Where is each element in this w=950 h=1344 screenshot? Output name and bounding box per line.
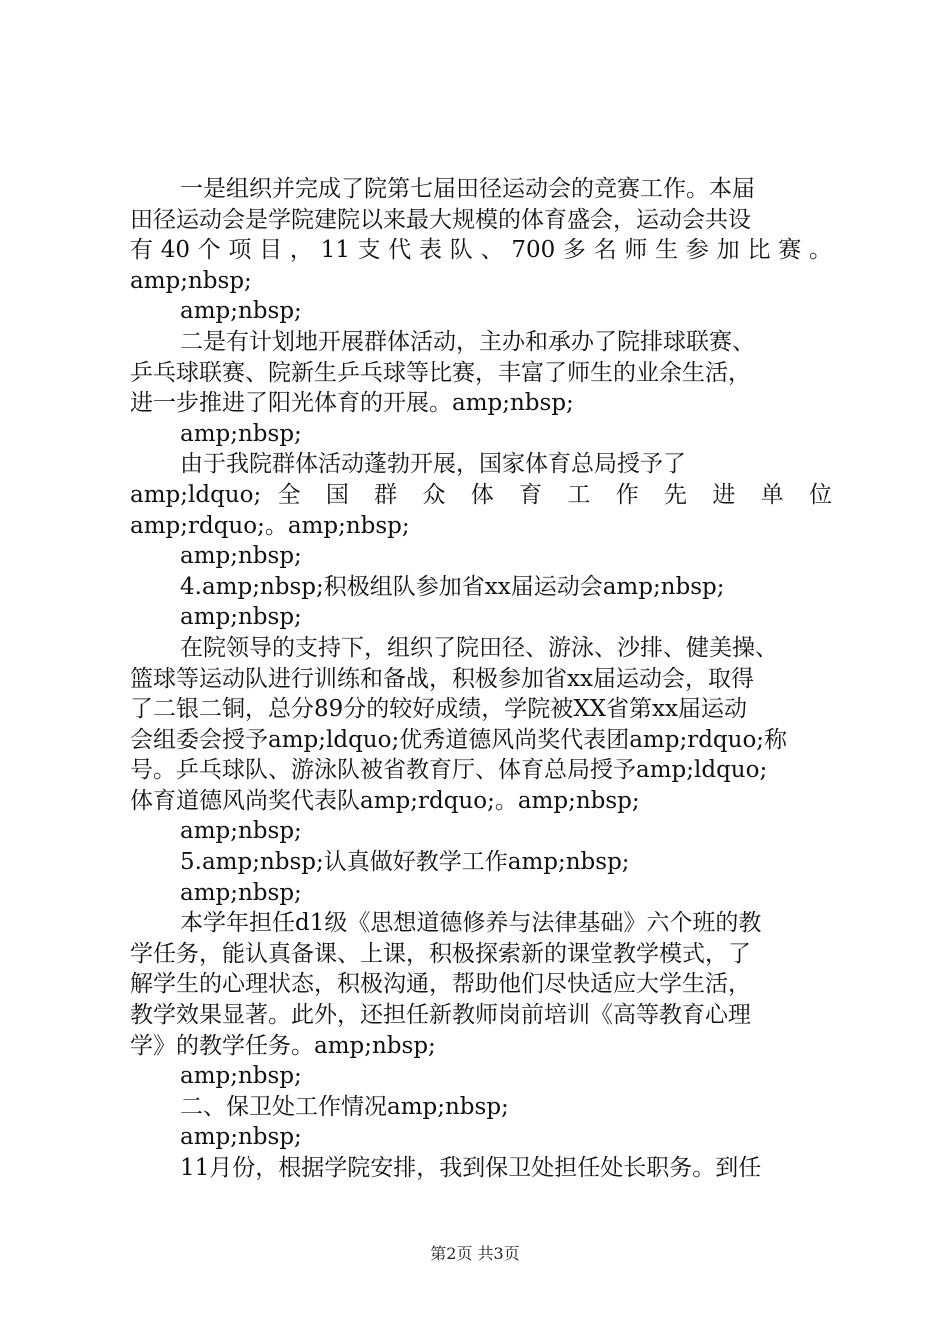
text-line: amp;nbsp; <box>180 604 302 631</box>
text-line: 教学效果显著。此外，还担任新教师岗前培训《高等教育心理 <box>130 1002 751 1029</box>
text-line: amp;nbsp; <box>180 1063 302 1090</box>
text-line: 本学年担任d1级《思想道德修养与法律基础》六个班的教 <box>180 910 762 937</box>
page-footer: 第2页 共3页 <box>430 1244 520 1263</box>
text-line: 5.amp;nbsp;认真做好教学工作amp;nbsp; <box>180 849 630 876</box>
text-line: amp;nbsp; <box>130 267 252 294</box>
text-line: amp;nbsp; <box>180 543 302 570</box>
text-line: 体育道德风尚奖代表队amp;rdquo;。amp;nbsp; <box>130 787 640 814</box>
text-line: amp;nbsp; <box>180 420 302 447</box>
text-line: 篮球等运动队进行训练和备战，积极参加省xx届运动会，取得 <box>130 665 754 692</box>
text-line: 有 40 个 项 目 ， 11 支 代 表 队 、 700 多 名 师 生 参 加 比 赛 。 <box>130 237 832 264</box>
text-line: 11月份，根据学院安排，我到保卫处担任处长职务。到任 <box>180 1155 762 1181</box>
text-line: 学》的教学任务。amp;nbsp; <box>130 1032 436 1059</box>
text-line: amp;nbsp; <box>180 298 302 325</box>
text-line: 一是组织并完成了院第七届田径运动会的竞赛工作。本届 <box>180 176 755 202</box>
text-line: 乒乓球联赛、院新生乒乓球等比赛，丰富了师生的业余生活， <box>130 359 751 386</box>
document-body <box>130 174 832 1184</box>
text-line: 号。乒乓球队、游泳队被省教育厅、体育总局授予amp;ldquo; <box>130 757 768 784</box>
text-line: amp;nbsp; <box>180 818 302 845</box>
text-line: 由于我院群体活动蓬勃开展，国家体育总局授予了 <box>180 451 686 478</box>
text-line: amp;nbsp; <box>180 1124 302 1151</box>
text-line: 二是有计划地开展群体活动，主办和承办了院排球联赛、 <box>180 328 755 355</box>
text-line: 4.amp;nbsp;积极组队参加省xx届运动会amp;nbsp; <box>180 573 725 600</box>
text-line: 二、保卫处工作情况amp;nbsp; <box>180 1093 509 1120</box>
text-line: 了二银二铜，总分89分的较好成绩，学院被XX省第xx届运动 <box>130 696 747 723</box>
text-line: amp;ldquo; 全 国 群 众 体 育 工 作 先 进 单 位 <box>130 481 832 508</box>
text-line: amp;nbsp; <box>180 879 302 906</box>
text-line: 在院领导的支持下，组织了院田径、游泳、沙排、健美操、 <box>180 634 778 661</box>
text-line: 解学生的心理状态，积极沟通，帮助他们尽快适应大学生活， <box>130 971 751 998</box>
text-line: amp;rdquo;。amp;nbsp; <box>130 512 410 539</box>
text-line: 会组委会授予amp;ldquo;优秀道德风尚奖代表团amp;rdquo;称 <box>130 726 788 753</box>
text-line: 进一步推进了阳光体育的开展。amp;nbsp; <box>130 390 574 417</box>
text-line: 田径运动会是学院建院以来最大规模的体育盛会，运动会共设 <box>130 206 751 233</box>
text-line: 学任务，能认真备课、上课，积极探索新的课堂教学模式，了 <box>130 940 751 967</box>
